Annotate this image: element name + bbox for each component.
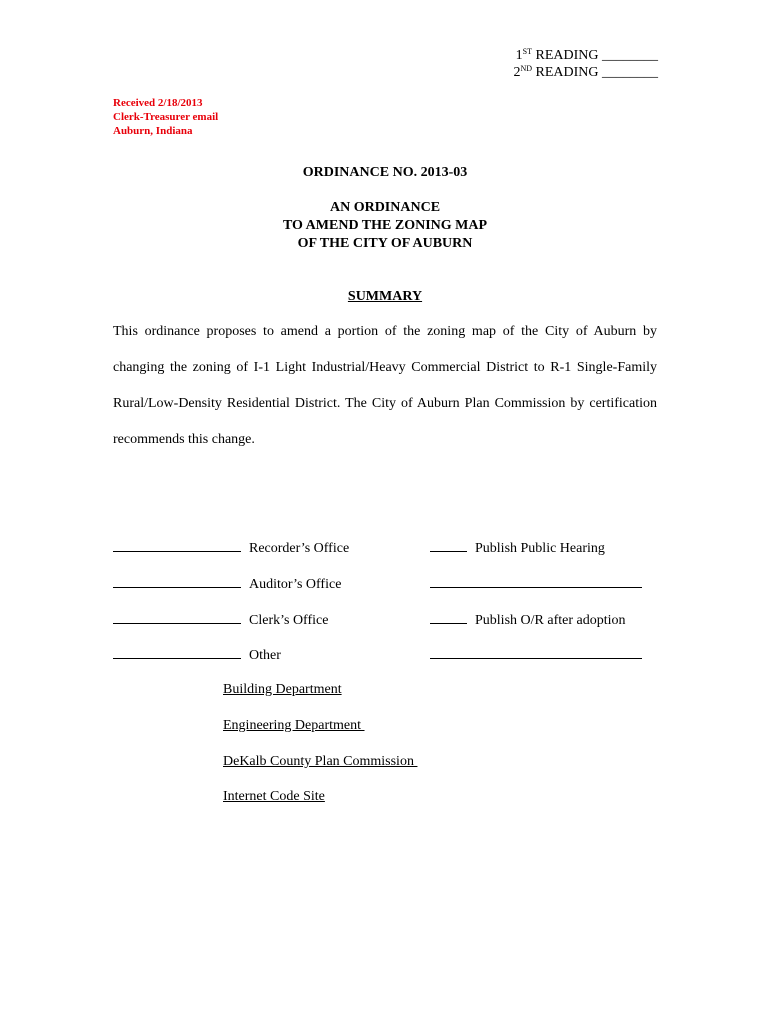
second-reading-line [513, 64, 658, 81]
stamp-line-date: Received 2/18/2013 [113, 97, 203, 109]
distribution-row-publish-hearing [430, 539, 605, 557]
other-item-internet-code-site: Internet Code Site [223, 789, 325, 804]
summary-body [113, 314, 657, 458]
title-line-1: AN ORDINANCE [329, 200, 441, 215]
distribution-label: Other [249, 648, 281, 663]
title-line-3: OF THE CITY OF AUBURN [297, 236, 473, 251]
stamp-line-location: Auburn, Indiana [113, 125, 193, 137]
distribution-row-blank-2 [430, 646, 650, 664]
distribution-label: Clerk’s Office [249, 613, 329, 628]
distribution-label: Publish Public Hearing [475, 541, 605, 556]
distribution-label: Publish O/R after adoption [475, 613, 626, 628]
signature-blank [430, 539, 467, 552]
distribution-row-recorder [113, 539, 349, 557]
signature-blank [113, 611, 241, 624]
distribution-row-other [113, 646, 281, 664]
distribution-row-clerk [113, 611, 328, 629]
summary-text: This ordinance proposes to amend a portion of the zoning map of the City of Auburn by changing the zoning of I-1 Light Industrial/Heavy Commercial District to R-1 Single-Family Rural/Low-Density Residential District. The City of Auburn Plan Commission by certification recommends this change. [113, 324, 657, 447]
ordinance-number: ORDINANCE NO. 2013-03 [302, 165, 468, 180]
reading-label: READING ________ [535, 48, 658, 63]
other-item-building-department: Building Department [223, 682, 342, 697]
distribution-label: Recorder’s Office [249, 541, 350, 556]
reading-label: READING ________ [535, 65, 658, 80]
signature-blank [113, 646, 241, 659]
signature-blank [113, 575, 241, 588]
distribution-row-publish-adoption [430, 611, 626, 629]
title-line-2: TO AMEND THE ZONING MAP [282, 218, 488, 233]
first-reading-line [516, 47, 658, 64]
signature-blank [113, 539, 241, 552]
reading-number: 2 [513, 65, 521, 80]
summary-heading: SUMMARY [347, 289, 423, 304]
distribution-label: Auditor’s Office [249, 577, 342, 592]
reading-ordinal: ST [522, 47, 532, 56]
other-item-plan-commission: DeKalb County Plan Commission [223, 754, 418, 769]
reading-number: 1 [515, 48, 523, 63]
signature-blank [430, 575, 642, 588]
signature-blank [430, 646, 642, 659]
other-item-engineering-department: Engineering Department [223, 718, 365, 733]
received-stamp [113, 96, 218, 138]
distribution-row-auditor [113, 575, 341, 593]
stamp-line-source: Clerk-Treasurer email [113, 111, 219, 123]
distribution-row-blank-1 [430, 575, 650, 593]
signature-blank [430, 611, 467, 624]
reading-ordinal: ND [520, 64, 532, 73]
